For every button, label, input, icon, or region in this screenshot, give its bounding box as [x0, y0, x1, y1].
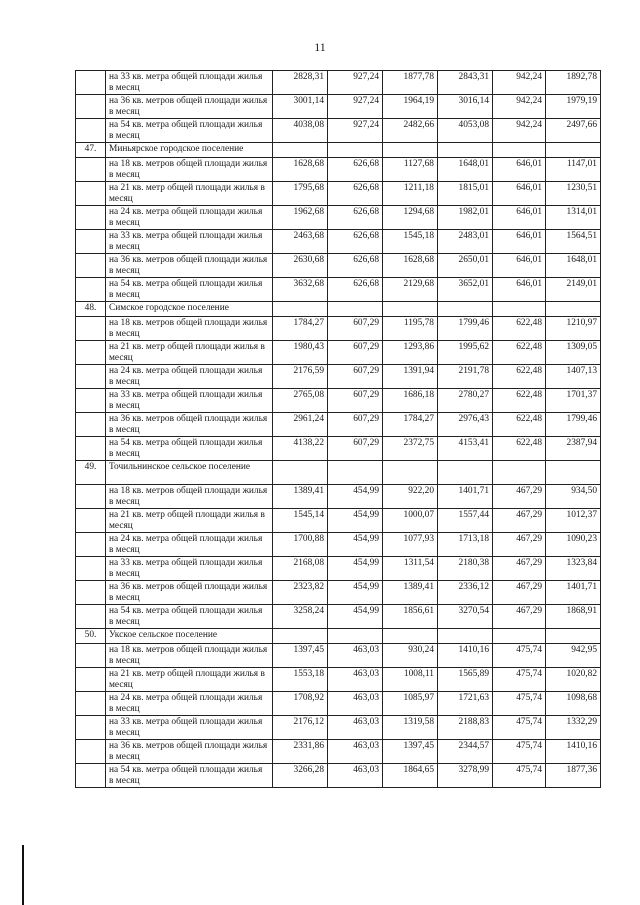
value-cell: 2387,94: [546, 437, 601, 461]
row-number: [76, 413, 106, 437]
area-norm-label: на 54 кв. метра общей площади жилья в месяц: [106, 119, 273, 143]
value-cell: 1686,18: [383, 389, 438, 413]
row-number: [76, 557, 106, 581]
table-row: [76, 716, 601, 740]
table-row: [76, 254, 601, 278]
value-cell: 3278,99: [438, 764, 493, 788]
value-cell: 1410,16: [546, 740, 601, 764]
area-norm-label: на 54 кв. метра общей площади жилья в месяц: [106, 764, 273, 788]
value-cell: 1195,78: [383, 317, 438, 341]
row-number: [76, 182, 106, 206]
area-norm-label: на 54 кв. метра общей площади жилья в месяц: [106, 605, 273, 629]
area-norm-label: на 24 кв. метра общей площади жилья в месяц: [106, 365, 273, 389]
value-cell: 622,48: [493, 413, 546, 437]
area-norm-label: на 21 кв. метр общей площади жилья в месяц: [106, 182, 273, 206]
value-cell: 1628,68: [273, 158, 328, 182]
value-cell: 1877,36: [546, 764, 601, 788]
value-cell: 3270,54: [438, 605, 493, 629]
row-number: [76, 230, 106, 254]
value-cell: 1565,89: [438, 668, 493, 692]
value-cell: 622,48: [493, 341, 546, 365]
left-margin-line: [22, 845, 24, 905]
value-cell: 646,01: [493, 230, 546, 254]
table-row: [76, 533, 601, 557]
table-row: [76, 365, 601, 389]
value-cell: 1979,19: [546, 95, 601, 119]
value-cell: [438, 302, 493, 317]
value-cell: 1211,18: [383, 182, 438, 206]
value-cell: 2843,31: [438, 71, 493, 95]
value-cell: 1389,41: [273, 485, 328, 509]
table-row: [76, 317, 601, 341]
page-number: 11: [314, 40, 326, 54]
value-cell: 467,29: [493, 581, 546, 605]
value-cell: 4038,08: [273, 119, 328, 143]
value-cell: 454,99: [328, 533, 383, 557]
value-cell: 1293,86: [383, 341, 438, 365]
table-row: [76, 668, 601, 692]
table-row: [76, 158, 601, 182]
value-cell: 3632,68: [273, 278, 328, 302]
row-number: [76, 158, 106, 182]
value-cell: [328, 302, 383, 317]
row-number: [76, 740, 106, 764]
value-cell: 607,29: [328, 365, 383, 389]
value-cell: 2344,57: [438, 740, 493, 764]
row-number: 49.: [76, 461, 106, 485]
value-cell: 454,99: [328, 509, 383, 533]
value-cell: 1210,97: [546, 317, 601, 341]
value-cell: [546, 143, 601, 158]
value-cell: 3266,28: [273, 764, 328, 788]
value-cell: 1000,07: [383, 509, 438, 533]
value-cell: 2372,75: [383, 437, 438, 461]
value-cell: 463,03: [328, 692, 383, 716]
table-row: [76, 182, 601, 206]
table-row: [76, 644, 601, 668]
area-norm-label: на 18 кв. метров общей площади жилья в месяц: [106, 317, 273, 341]
table-row: [76, 95, 601, 119]
value-cell: 1892,78: [546, 71, 601, 95]
row-number: [76, 644, 106, 668]
value-cell: 4138,22: [273, 437, 328, 461]
value-cell: 4053,08: [438, 119, 493, 143]
value-cell: [546, 629, 601, 644]
value-cell: 1795,68: [273, 182, 328, 206]
table-row: [76, 509, 601, 533]
value-cell: 1815,01: [438, 182, 493, 206]
value-cell: 930,24: [383, 644, 438, 668]
value-cell: [546, 302, 601, 317]
table-row: [76, 389, 601, 413]
area-norm-label: на 21 кв. метр общей площади жилья в месяц: [106, 509, 273, 533]
value-cell: 475,74: [493, 644, 546, 668]
value-cell: [383, 302, 438, 317]
row-number: [76, 206, 106, 230]
row-number: [76, 317, 106, 341]
value-cell: 454,99: [328, 605, 383, 629]
area-norm-label: на 54 кв. метра общей площади жилья в месяц: [106, 278, 273, 302]
area-norm-label: на 24 кв. метра общей площади жилья в месяц: [106, 206, 273, 230]
value-cell: 454,99: [328, 485, 383, 509]
area-norm-label: на 21 кв. метр общей площади жилья в месяц: [106, 341, 273, 365]
value-cell: 1856,61: [383, 605, 438, 629]
value-cell: [273, 461, 328, 485]
value-cell: [383, 629, 438, 644]
value-cell: 467,29: [493, 605, 546, 629]
area-norm-label: на 33 кв. метра общей площади жилья в месяц: [106, 230, 273, 254]
value-cell: 3016,14: [438, 95, 493, 119]
row-number: [76, 764, 106, 788]
value-cell: [273, 143, 328, 158]
value-cell: 463,03: [328, 740, 383, 764]
value-cell: 1713,18: [438, 533, 493, 557]
value-cell: 1397,45: [273, 644, 328, 668]
value-cell: 942,24: [493, 119, 546, 143]
value-cell: 2180,38: [438, 557, 493, 581]
value-cell: 463,03: [328, 644, 383, 668]
table-row: [76, 557, 601, 581]
value-cell: 1294,68: [383, 206, 438, 230]
value-cell: 942,95: [546, 644, 601, 668]
table-row: [76, 341, 601, 365]
value-cell: 1389,41: [383, 581, 438, 605]
value-cell: 646,01: [493, 182, 546, 206]
value-cell: 2497,66: [546, 119, 601, 143]
value-cell: 927,24: [328, 95, 383, 119]
row-number: [76, 581, 106, 605]
value-cell: 2482,66: [383, 119, 438, 143]
value-cell: 626,68: [328, 230, 383, 254]
value-cell: 2650,01: [438, 254, 493, 278]
tariff-table: [75, 70, 601, 788]
area-norm-label: на 18 кв. метров общей площади жилья в месяц: [106, 644, 273, 668]
value-cell: 942,24: [493, 71, 546, 95]
value-cell: 1964,19: [383, 95, 438, 119]
value-cell: 626,68: [328, 158, 383, 182]
value-cell: 1553,18: [273, 668, 328, 692]
value-cell: 1648,01: [546, 254, 601, 278]
value-cell: 1708,92: [273, 692, 328, 716]
area-norm-label: на 33 кв. метра общей площади жилья в месяц: [106, 716, 273, 740]
value-cell: 934,50: [546, 485, 601, 509]
row-number: [76, 716, 106, 740]
value-cell: 626,68: [328, 182, 383, 206]
value-cell: 2961,24: [273, 413, 328, 437]
row-number: [76, 341, 106, 365]
value-cell: 1020,82: [546, 668, 601, 692]
value-cell: 475,74: [493, 692, 546, 716]
value-cell: 922,20: [383, 485, 438, 509]
value-cell: 622,48: [493, 389, 546, 413]
value-cell: 1323,84: [546, 557, 601, 581]
value-cell: 467,29: [493, 485, 546, 509]
value-cell: 1410,16: [438, 644, 493, 668]
value-cell: 1397,45: [383, 740, 438, 764]
value-cell: [493, 461, 546, 485]
value-cell: 942,24: [493, 95, 546, 119]
value-cell: 463,03: [328, 764, 383, 788]
table-row: [76, 605, 601, 629]
value-cell: [438, 629, 493, 644]
value-cell: 2630,68: [273, 254, 328, 278]
table-row: [76, 71, 601, 95]
value-cell: 1332,29: [546, 716, 601, 740]
value-cell: 3652,01: [438, 278, 493, 302]
value-cell: 1628,68: [383, 254, 438, 278]
value-cell: 1391,94: [383, 365, 438, 389]
value-cell: 3001,14: [273, 95, 328, 119]
value-cell: 1980,43: [273, 341, 328, 365]
value-cell: 1407,13: [546, 365, 601, 389]
value-cell: 463,03: [328, 668, 383, 692]
value-cell: 1090,23: [546, 533, 601, 557]
value-cell: 467,29: [493, 557, 546, 581]
value-cell: 475,74: [493, 668, 546, 692]
value-cell: 1877,78: [383, 71, 438, 95]
value-cell: 2336,12: [438, 581, 493, 605]
value-cell: 2129,68: [383, 278, 438, 302]
value-cell: 1721,63: [438, 692, 493, 716]
value-cell: 475,74: [493, 764, 546, 788]
value-cell: 622,48: [493, 365, 546, 389]
value-cell: 1147,01: [546, 158, 601, 182]
value-cell: 646,01: [493, 254, 546, 278]
value-cell: 1401,71: [546, 581, 601, 605]
value-cell: 1545,18: [383, 230, 438, 254]
value-cell: 1982,01: [438, 206, 493, 230]
value-cell: 2188,83: [438, 716, 493, 740]
section-row: [76, 629, 601, 644]
value-cell: 454,99: [328, 557, 383, 581]
value-cell: 1557,44: [438, 509, 493, 533]
row-number: [76, 509, 106, 533]
row-number: [76, 389, 106, 413]
value-cell: 646,01: [493, 158, 546, 182]
value-cell: 622,48: [493, 317, 546, 341]
value-cell: [493, 629, 546, 644]
area-norm-label: на 18 кв. метров общей площади жилья в месяц: [106, 485, 273, 509]
value-cell: 1864,65: [383, 764, 438, 788]
value-cell: 1545,14: [273, 509, 328, 533]
row-number: 50.: [76, 629, 106, 644]
area-norm-label: на 36 кв. метров общей площади жилья в месяц: [106, 95, 273, 119]
value-cell: 2331,86: [273, 740, 328, 764]
settlement-name: Миньярское городское поселение: [106, 143, 273, 158]
value-cell: 2463,68: [273, 230, 328, 254]
value-cell: 4153,41: [438, 437, 493, 461]
table-row: [76, 437, 601, 461]
value-cell: 467,29: [493, 509, 546, 533]
settlement-name: Точильнинское сельское поселение: [106, 461, 273, 485]
value-cell: 626,68: [328, 206, 383, 230]
table-row: [76, 740, 601, 764]
row-number: [76, 533, 106, 557]
area-norm-label: на 33 кв. метра общей площади жилья в месяц: [106, 71, 273, 95]
value-cell: 1799,46: [438, 317, 493, 341]
section-row: [76, 302, 601, 317]
table-row: [76, 485, 601, 509]
value-cell: 1008,11: [383, 668, 438, 692]
section-row: [76, 461, 601, 485]
area-norm-label: на 21 кв. метр общей площади жилья в месяц: [106, 668, 273, 692]
row-number: [76, 119, 106, 143]
value-cell: 1701,37: [546, 389, 601, 413]
value-cell: 607,29: [328, 437, 383, 461]
row-number: [76, 437, 106, 461]
value-cell: 2828,31: [273, 71, 328, 95]
value-cell: 2483,01: [438, 230, 493, 254]
table-row: [76, 119, 601, 143]
area-norm-label: на 33 кв. метра общей площади жилья в месяц: [106, 389, 273, 413]
value-cell: 1962,68: [273, 206, 328, 230]
value-cell: [328, 143, 383, 158]
area-norm-label: на 36 кв. метров общей площади жилья в месяц: [106, 740, 273, 764]
table-row: [76, 692, 601, 716]
value-cell: 626,68: [328, 278, 383, 302]
value-cell: 646,01: [493, 278, 546, 302]
value-cell: 1311,54: [383, 557, 438, 581]
table-row: [76, 764, 601, 788]
value-cell: 1230,51: [546, 182, 601, 206]
value-cell: 1868,91: [546, 605, 601, 629]
value-cell: 607,29: [328, 413, 383, 437]
value-cell: 607,29: [328, 341, 383, 365]
value-cell: 1309,05: [546, 341, 601, 365]
value-cell: 607,29: [328, 389, 383, 413]
value-cell: 927,24: [328, 71, 383, 95]
row-number: [76, 95, 106, 119]
value-cell: 1784,27: [383, 413, 438, 437]
value-cell: [328, 629, 383, 644]
section-row: [76, 143, 601, 158]
value-cell: 467,29: [493, 533, 546, 557]
value-cell: 622,48: [493, 437, 546, 461]
row-number: 47.: [76, 143, 106, 158]
value-cell: [438, 461, 493, 485]
value-cell: 1085,97: [383, 692, 438, 716]
row-number: [76, 668, 106, 692]
table-row: [76, 230, 601, 254]
row-number: [76, 692, 106, 716]
value-cell: 1077,93: [383, 533, 438, 557]
row-number: [76, 254, 106, 278]
value-cell: 1012,37: [546, 509, 601, 533]
value-cell: 1784,27: [273, 317, 328, 341]
value-cell: 475,74: [493, 716, 546, 740]
value-cell: 1127,68: [383, 158, 438, 182]
value-cell: [438, 143, 493, 158]
value-cell: 2149,01: [546, 278, 601, 302]
area-norm-label: на 36 кв. метров общей площади жилья в месяц: [106, 254, 273, 278]
value-cell: 1319,58: [383, 716, 438, 740]
value-cell: 1564,51: [546, 230, 601, 254]
value-cell: [383, 143, 438, 158]
value-cell: 607,29: [328, 317, 383, 341]
value-cell: 2780,27: [438, 389, 493, 413]
value-cell: 1098,68: [546, 692, 601, 716]
settlement-name: Укское сельское поселение: [106, 629, 273, 644]
area-norm-label: на 18 кв. метров общей площади жилья в месяц: [106, 158, 273, 182]
value-cell: 2323,82: [273, 581, 328, 605]
value-cell: 463,03: [328, 716, 383, 740]
value-cell: 1995,62: [438, 341, 493, 365]
value-cell: 1648,01: [438, 158, 493, 182]
value-cell: [493, 143, 546, 158]
value-cell: 1700,88: [273, 533, 328, 557]
value-cell: 1401,71: [438, 485, 493, 509]
settlement-name: Симское городское поселение: [106, 302, 273, 317]
value-cell: 646,01: [493, 206, 546, 230]
value-cell: 1314,01: [546, 206, 601, 230]
table-row: [76, 278, 601, 302]
value-cell: [493, 302, 546, 317]
value-cell: 2765,08: [273, 389, 328, 413]
value-cell: 2191,78: [438, 365, 493, 389]
area-norm-label: на 54 кв. метра общей площади жилья в месяц: [106, 437, 273, 461]
value-cell: [273, 302, 328, 317]
value-cell: 475,74: [493, 740, 546, 764]
value-cell: 2976,43: [438, 413, 493, 437]
row-number: [76, 278, 106, 302]
value-cell: 3258,24: [273, 605, 328, 629]
table-row: [76, 206, 601, 230]
value-cell: [273, 629, 328, 644]
row-number: [76, 365, 106, 389]
row-number: 48.: [76, 302, 106, 317]
area-norm-label: на 33 кв. метра общей площади жилья в месяц: [106, 557, 273, 581]
area-norm-label: на 36 кв. метров общей площади жилья в месяц: [106, 413, 273, 437]
value-cell: [328, 461, 383, 485]
table-row: [76, 581, 601, 605]
area-norm-label: на 24 кв. метра общей площади жилья в месяц: [106, 533, 273, 557]
value-cell: [546, 461, 601, 485]
table-body: [76, 71, 601, 788]
row-number: [76, 71, 106, 95]
table-row: [76, 413, 601, 437]
row-number: [76, 485, 106, 509]
value-cell: 626,68: [328, 254, 383, 278]
value-cell: 927,24: [328, 119, 383, 143]
value-cell: [383, 461, 438, 485]
row-number: [76, 605, 106, 629]
value-cell: 2168,08: [273, 557, 328, 581]
area-norm-label: на 24 кв. метра общей площади жилья в месяц: [106, 692, 273, 716]
value-cell: 2176,12: [273, 716, 328, 740]
value-cell: 2176,59: [273, 365, 328, 389]
value-cell: 1799,46: [546, 413, 601, 437]
area-norm-label: на 36 кв. метров общей площади жилья в месяц: [106, 581, 273, 605]
value-cell: 454,99: [328, 581, 383, 605]
